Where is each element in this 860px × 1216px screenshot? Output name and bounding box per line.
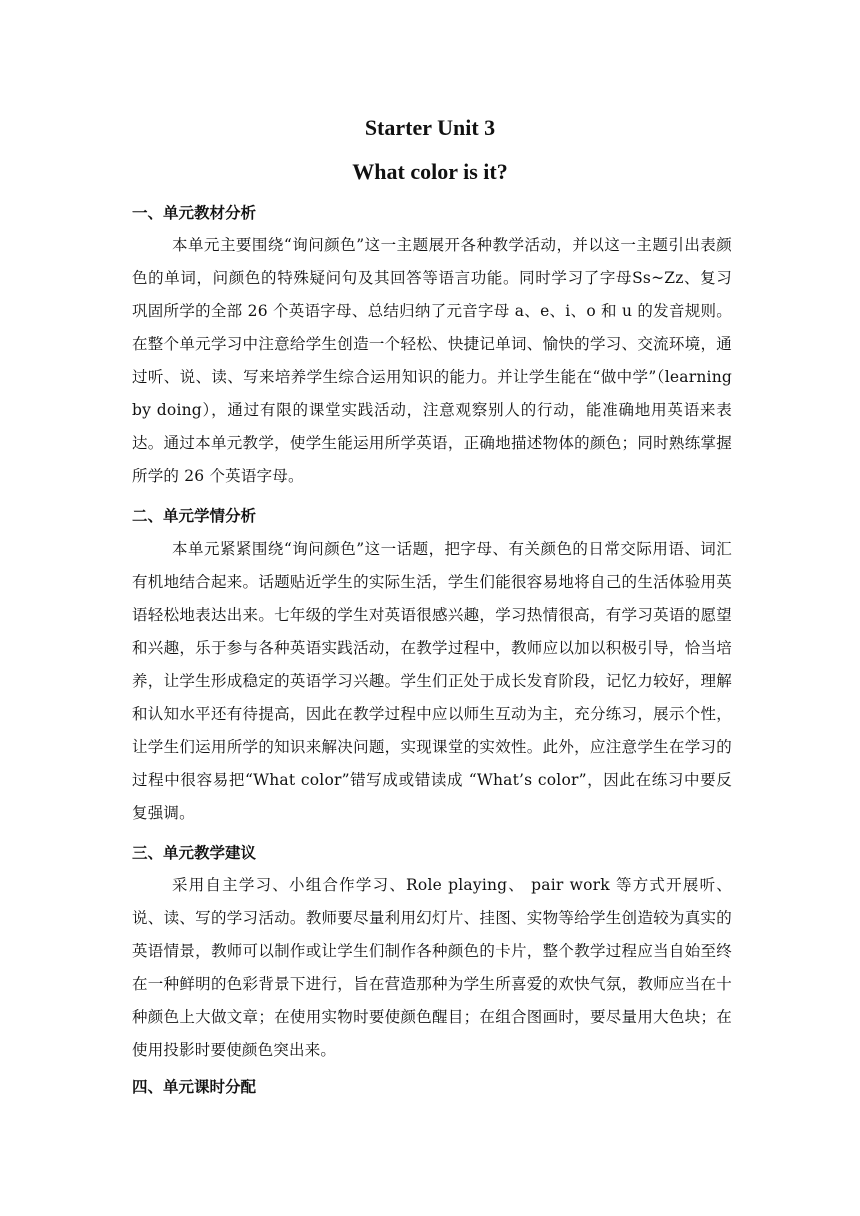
section-heading-textbook-analysis: 一、单元教材分析 bbox=[132, 204, 257, 222]
section-paragraph-teaching-suggestions: 采用自主学习、小组合作学习、Role playing、 pair work 等方式开展听、说、读、写的学习活动。教师要尽量利用幻灯片、挂图、实物等给学生创造较为真实的英语情景，教师可以制作或让学生们制作各种颜色的卡片，整个教学过程应当自始至终在一种鲜明的色彩背景下进行，旨在营造那种为学生所喜爱的欢快气氛，教师应当在十种颜色上大做文章；在使用实物时要使颜色醒目；在组合图画时，要尽量用大色块；在使用投影时要使颜色突出来。 bbox=[132, 876, 732, 1059]
section-heading-lesson-allocation: 四、单元课时分配 bbox=[132, 1078, 257, 1096]
section-heading-student-analysis: 二、单元学情分析 bbox=[132, 507, 257, 525]
document-title: Starter Unit 3 bbox=[364, 115, 496, 140]
section-paragraph-textbook-analysis: 本单元主要围绕“询问颜色”这一主题展开各种教学活动，并以这一主题引出表颜色的单词，问颜色的特殊疑问句及其回答等语言功能。同时学习了字母Ss~Zz、复习巩固所学的全部 26 个英语字母、总结归纳了元音字母 a、e、i、o 和 u 的发音规则。在整个单元学习中注意给学生创造一个轻松、快捷记单词、愉快的学习、交流环境，通过听、说、读、写来培养学生综合运用知识的能力。并让学生能在“做中学”（learning by doing），通过有限的课堂实践活动，注意观察别人的行动，能准确地用英语来表达。通过本单元教学，使学生能运用所学英语，正确地描述物体的颜色；同时熟练掌握所学的 26 个英语字母。 bbox=[132, 236, 732, 485]
document-subtitle: What color is it? bbox=[352, 159, 508, 184]
section-heading-teaching-suggestions: 三、单元教学建议 bbox=[132, 844, 257, 862]
section-paragraph-student-analysis: 本单元紧紧围绕“询问颜色”这一话题，把字母、有关颜色的日常交际用语、词汇有机地结合起来。话题贴近学生的实际生活，学生们能很容易地将自己的生活体验用英语轻松地表达出来。七年级的学生对英语很感兴趣，学习热情很高，有学习英语的愿望和兴趣，乐于参与各种英语实践活动，在教学过程中，教师应以加以积极引导，恰当培养，让学生形成稳定的英语学习兴趣。学生们正处于成长发育阶段，记忆力较好，理解和认知水平还有待提高，因此在教学过程中应以师生互动为主，充分练习，展示个性，让学生们运用所学的知识来解决问题，实现课堂的实效性。此外，应注意学生在学习的过程中很容易把“What color”错写成或错读成 “What’s color”，因此在练习中要反复强调。 bbox=[132, 540, 732, 822]
